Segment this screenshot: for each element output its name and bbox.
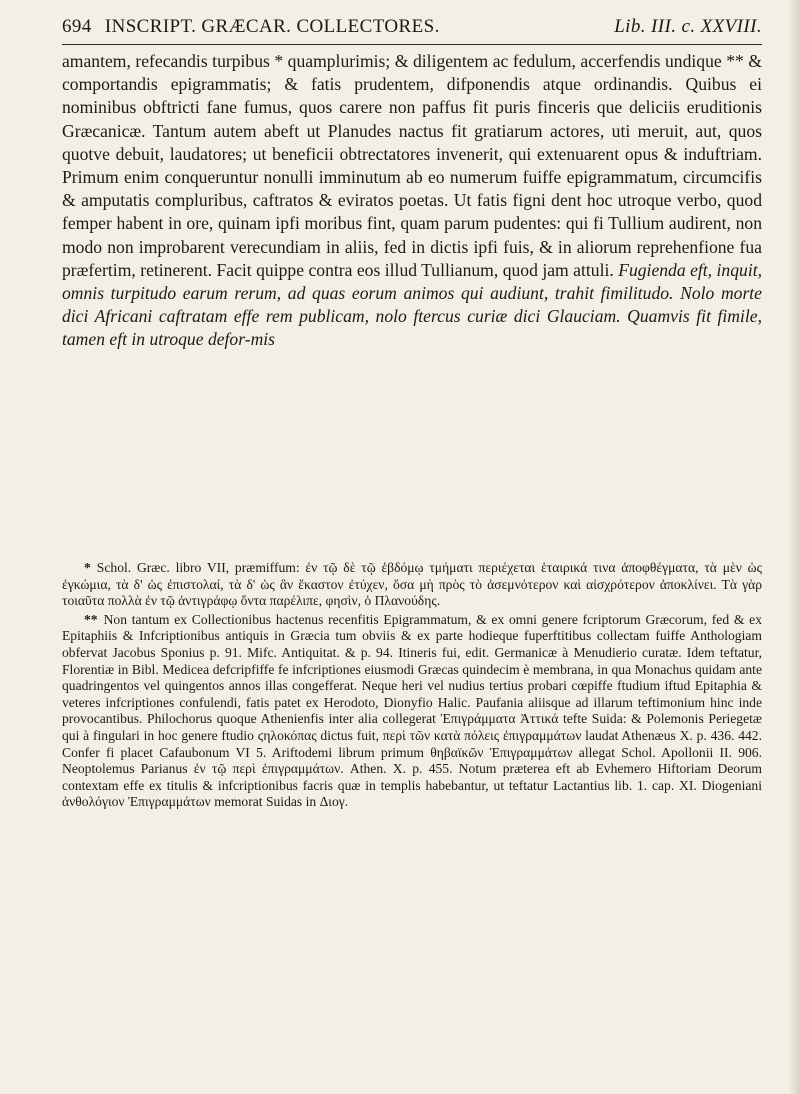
main-text: [62, 50, 762, 352]
main-text-roman: amantem, refecandis turpibus * quamplurimis; & diligentem ac fedulum, accerfendis undique ** & comportandis epigrammatis; & fatis prudentem, difponendis atque ordinandis. Quibus ei nominibus obftricti fane fumus, quos carere non paffus fit puris finceris que deliciis eruditionis Græcanicæ. Tantum autem abeft ut Planudes nactus fit gratiarum actores, uti meruit, aut, quos quotve debuit, laudatores; ut beneficii obtrectatores invenerit, qui extenuarent opus & induftriam. Primum enim conqueruntur nonulli imminutum ab eo numerum fuiffe epigrammatum, circumcifis & amputatis compluribus, caftratos & eviratos poetas. Ut fatis figni dent hoc utroque verbo, quod femper habent in ore, quinam ipfi moribus fint, quam parum pudentes: qui fi Tullium audirent, non modo non improbarent verecundiam in aliis, fed in dictis ipfi fuis, & in aliorum reprehenfione fua præfertim, retinerent. Facit quippe contra eos illud Tullianum, quod jam attuli.: [62, 51, 762, 280]
chapter-reference: Lib. III. c. XXVIII.: [614, 16, 762, 37]
footnote: [62, 560, 762, 610]
footnote-text: Schol. Græc. libro VII, præmiffum: ἐν τῷ δὲ τῷ ἑβδόμῳ τμήματι περιέχεται ἑταιρικά τινα ἀποφθέγματα, τὰ μὲν ὡς ἐγκώμια, τὰ δ' ὡς ἐπιστολαί, τὰ δ' ὡς ἂν ἕκαστον ἐτύχεν, ὅσα μὴ πρὸς τὸ ἀσεμνότερον καὶ αἰσχρότερον ἀποκλίνει. Τὰ γὰρ τοιαῦτα πολλὰ ἐν τῷ ἀντιγράφῳ ὄντα παρέλιπε, φησὶν, ὁ Πλανούδης.: [62, 560, 762, 609]
running-title: INSCRIPT. GRÆCAR. COLLECTORES.: [104, 16, 440, 37]
header-rule: [62, 44, 762, 45]
page-edge-shadow: [788, 0, 800, 1094]
footnote: [62, 612, 762, 811]
footnote-mark: **: [84, 611, 98, 627]
page-number: 694: [62, 16, 92, 37]
main-paragraph: [62, 50, 762, 352]
footnotes: [62, 560, 762, 813]
main-text-quotation: Fugienda eft, inquit, omnis turpitudo earum rerum, ad quas eorum animos qui audiunt, trahit fimilitudo. Nolo morte dici Africani caftratam effe rem publicam, nolo ftercus curiæ dici Glauciam. Quamvis fit fimile, tamen eft in utroque defor-mis: [62, 259, 762, 350]
running-header: [62, 16, 762, 38]
footnote-mark: *: [84, 560, 91, 575]
footnote-text: Non tantum ex Collectionibus hactenus recenfitis Epigrammatum, & ex omni genere fcriptorum Græcorum, fed & ex Epitaphiis & Infcriptionibus antiquis in Græcia tum obviis & ex parte hodieque fuperftitibus collectam fuiffe Anthologiam obfervat Jacobus Sponius p. 91. Mifc. Antiquitat. & p. 94. Itineris fui, edit. Germanicæ à Menudierio curatæ. Idem teftatur, Florentiæ in Bibl. Medicea defcripfiffe fe infcriptiones eiusmodi Græcas quindecim è membrana, in qua Monachus quidam ante quadringentos vel quingentos annos illas congefferat. Neque heri vel nudius tertius probari cœpiffe ftudium iftud Epitaphia & veteres infcriptiones confulendi, fatis patet ex Herodoto, Dionyfio Halic. Paufania aliisque ad illarum teftimonium hinc inde provocantibus. Philochorus quoque Athenienfis inter alia collegerat Ἐπιγράμματα Ἀττικά tefte Suida: & Polemonis Periegetæ qui à fingulari in hoc genere ftudio ϛηλοκόπας dictus fuit, περὶ τῶν κατὰ πόλεις ἐπιγραμμάτων laudat Athenæus X. p. 436. 442. Confer fi placet Cafaubonum VI 5. Ariftodemi librum primum θηβαϊκῶν Ἐπιγραμμάτων allegat Schol. Apollonii II. 906. Neoptolemus Parianus ἐν τῷ περὶ ἐπιγραμμάτων. Athen. X. p. 455. Notum præterea eft ab Evhemero Hiftoriam Deorum contextam effe ex titulis & infcriptionibus facris quæ in templis habebantur, ut teftatur Lactantius lib. 1. cap. XI. Diogeniani ἀνθολόγιον Ἐπιγραμμάτων memorat Suidas in Διογ.: [62, 611, 762, 810]
